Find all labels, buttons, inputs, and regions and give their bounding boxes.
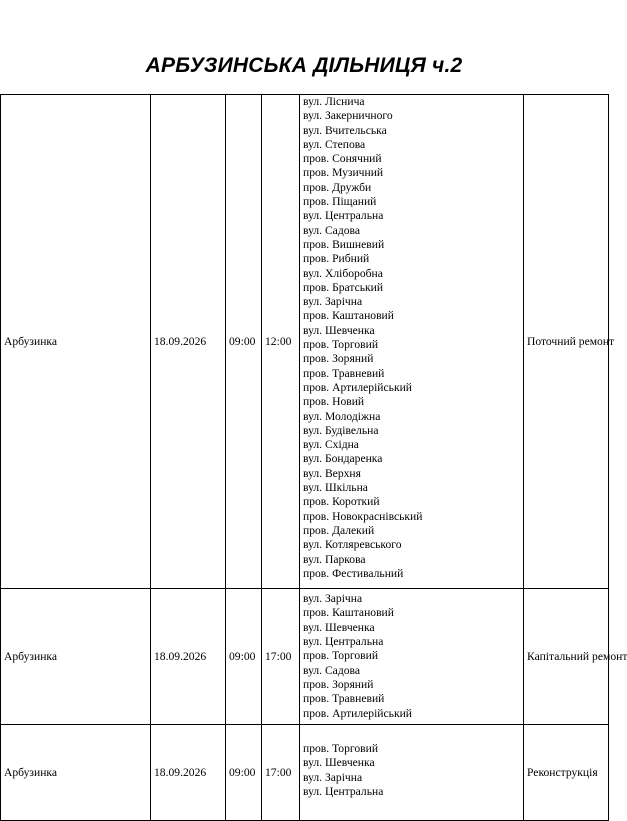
street-item: вул. Шкільна [303, 481, 368, 495]
street-item: вул. Центральна [303, 635, 384, 649]
page-title: АРБУЗИНСЬКА ДІЛЬНИЦЯ ч.2 [145, 54, 463, 77]
time-from-cell: 09:00 [226, 589, 262, 725]
street-item: вул. Центральна [303, 209, 384, 223]
street-item: пров. Сонячний [303, 152, 382, 166]
street-item: вул. Верхня [303, 466, 361, 480]
locality-cell: Арбузинка [1, 95, 151, 589]
street-item: пров. Піщаний [303, 195, 377, 209]
street-item: пров. Фестивальний [303, 566, 404, 580]
table-row [1, 589, 609, 725]
street-item: пров. Травневий [303, 692, 385, 706]
outage-schedule-table [0, 94, 627, 821]
street-item: пров. Дружби [303, 180, 372, 194]
street-item: вул. Степова [303, 137, 366, 151]
street-item: пров. Каштановий [303, 606, 394, 620]
date-cell: 18.09.2026 [151, 589, 226, 725]
streets-cell [300, 725, 524, 821]
work-type-cell: Капітальний ремонт [524, 589, 609, 725]
street-item: вул. Зарічна [303, 592, 363, 606]
street-item: вул. Шевченка [303, 756, 375, 770]
work-type-cell: Поточний ремонт [524, 95, 609, 589]
street-item: пров. Далекий [303, 523, 375, 537]
street-item: вул. Хліборобна [303, 266, 383, 280]
street-item: вул. Ліснича [303, 95, 365, 108]
street-item: пров. Травневий [303, 366, 385, 380]
time-to-cell: 17:00 [262, 725, 300, 821]
time-from-cell: 09:00 [226, 95, 262, 589]
street-item: вул. Молодіжна [303, 409, 381, 423]
time-to-cell: 17:00 [262, 589, 300, 725]
table-row [1, 725, 609, 821]
streets-cell [300, 95, 524, 589]
street-item: пров. Артилерійський [303, 706, 412, 720]
street-item: пров. Музичний [303, 166, 384, 180]
street-item: вул. Центральна [303, 784, 384, 798]
street-item: пров. Новокраснівський [303, 509, 423, 523]
locality-cell: Арбузинка [1, 725, 151, 821]
street-item: вул. Східна [303, 438, 359, 452]
street-item: вул. Закерничного [303, 109, 393, 123]
street-item: вул. Садова [303, 663, 360, 677]
street-item: вул. Садова [303, 223, 360, 237]
street-item: вул. Зарічна [303, 295, 363, 309]
date-cell: 18.09.2026 [151, 725, 226, 821]
street-item: пров. Торговий [303, 649, 379, 663]
street-item: пров. Торговий [303, 742, 379, 755]
street-item: пров. Вишневий [303, 237, 385, 251]
street-item: вул. Котляревського [303, 538, 402, 552]
street-item: вул. Шевченка [303, 323, 375, 337]
time-from-cell: 09:00 [226, 725, 262, 821]
streets-cell [300, 589, 524, 725]
street-item: вул. Зарічна [303, 770, 363, 784]
date-cell: 18.09.2026 [151, 95, 226, 589]
street-item: вул. Вчительська [303, 123, 387, 137]
street-item: пров. Новий [303, 395, 365, 409]
street-item: вул. Будівельна [303, 423, 379, 437]
street-item: пров. Торговий [303, 338, 379, 352]
street-item: пров. Каштановий [303, 309, 394, 323]
street-item: пров. Братський [303, 280, 384, 294]
street-item: вул. Паркова [303, 552, 366, 566]
street-item: пров. Зоряний [303, 352, 374, 366]
street-item: пров. Рибний [303, 252, 370, 266]
time-to-cell: 12:00 [262, 95, 300, 589]
street-item: вул. Бондаренка [303, 452, 383, 466]
street-item: пров. Зоряний [303, 677, 374, 691]
street-item: пров. Артилерійський [303, 380, 412, 394]
work-type-cell: Реконструкція [524, 725, 609, 821]
street-item: вул. Шевченка [303, 620, 375, 634]
locality-cell: Арбузинка [1, 589, 151, 725]
street-item: пров. Короткий [303, 495, 380, 509]
table-row [1, 95, 609, 589]
